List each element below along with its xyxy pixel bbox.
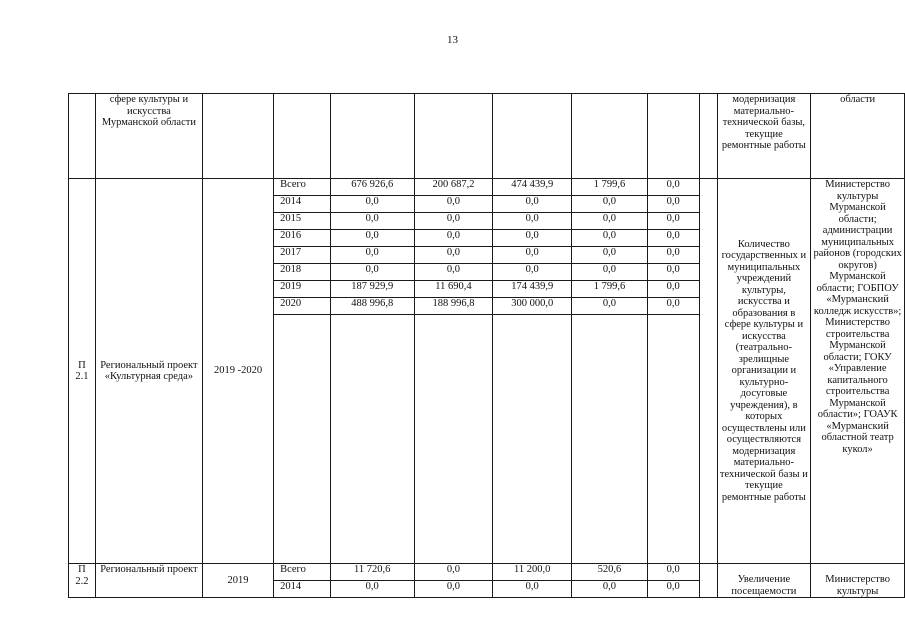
year-cell: 2014 [274,581,331,598]
value-cell: 0,0 [647,213,699,230]
value-cell: 0,0 [647,298,699,315]
value-cell: 11 690,4 [414,281,492,298]
value-cell: 676 926,6 [330,179,414,196]
table-row [69,564,905,581]
item-period: 2019 [202,564,273,598]
cell-value [414,94,492,179]
year-cell: 2019 [274,281,331,298]
value-cell [414,315,492,564]
value-cell: 187 929,9 [330,281,414,298]
value-cell: 0,0 [572,196,647,213]
item-name: Региональный проект «Культурная среда» [95,179,202,564]
value-cell: 11 200,0 [493,564,572,581]
cell-spacer [699,94,717,179]
year-cell: 2016 [274,230,331,247]
item-number: П 2.2 [69,564,96,598]
value-cell: 0,0 [647,564,699,581]
value-cell: 0,0 [493,264,572,281]
cell-spacer [699,179,717,564]
value-cell: 300 000,0 [493,298,572,315]
cell-num [69,94,96,179]
value-cell: 0,0 [647,196,699,213]
value-cell: 0,0 [572,264,647,281]
value-cell: 1 799,6 [572,179,647,196]
value-cell: 0,0 [493,196,572,213]
year-cell: Всего [274,179,331,196]
item-result: Количество государственных и муниципальных учреждений культуры, искусства и образования в сфере культуры и искусства (театрально-зрелищные организации и культурно-досуговые учреждения), в которых осуществлены или осуществляются модернизация материально-технической базы и текущие ремонтные работы [717,179,811,564]
item-period: 2019 -2020 [202,179,273,564]
cell-spacer [699,564,717,598]
value-cell: 520,6 [572,564,647,581]
year-cell: 2014 [274,196,331,213]
value-cell: 0,0 [330,264,414,281]
value-cell: 0,0 [572,247,647,264]
value-cell: 488 996,8 [330,298,414,315]
value-cell: 0,0 [330,247,414,264]
value-cell: 174 439,9 [493,281,572,298]
value-cell: 0,0 [330,581,414,598]
table-row [69,179,905,196]
value-cell [493,315,572,564]
value-cell: 0,0 [572,298,647,315]
item-name: Региональный проект [95,564,202,598]
value-cell: 474 439,9 [493,179,572,196]
item-executor: Министерство культуры Мурманской области; администрации муниципальных районов (городских округов) Мурманской области; ГОБПОУ «Мурманский колледж искусств»; Министерство строительства Мурманской области; ГОКУ «Управление капитального строительства Мурманской области»; ГОАУК «Мурманский областной театр кукол» [811,179,905,564]
value-cell: 11 720,6 [330,564,414,581]
value-cell: 0,0 [647,264,699,281]
year-cell: 2018 [274,264,331,281]
cell-name: сфере культуры и искусства Мурманской области [95,94,202,179]
value-cell: 0,0 [330,230,414,247]
value-cell: 0,0 [330,196,414,213]
year-cell: 2020 [274,298,331,315]
value-cell: 0,0 [493,230,572,247]
value-cell: 0,0 [414,230,492,247]
value-cell: 0,0 [330,213,414,230]
value-cell: 188 996,8 [414,298,492,315]
value-cell: 0,0 [647,581,699,598]
cell-result: модернизация материально-технической базы, текущие ремонтные работы [717,94,811,179]
program-table [68,93,905,598]
year-cell [274,315,331,564]
cell-value [647,94,699,179]
item-number: П 2.1 [69,179,96,564]
value-cell: 0,0 [572,213,647,230]
year-cell: Всего [274,564,331,581]
cell-value [330,94,414,179]
value-cell: 0,0 [493,247,572,264]
value-cell: 0,0 [414,196,492,213]
value-cell: 0,0 [572,581,647,598]
value-cell: 0,0 [647,247,699,264]
value-cell: 1 799,6 [572,281,647,298]
value-cell: 0,0 [572,230,647,247]
value-cell: 0,0 [647,281,699,298]
year-cell: 2017 [274,247,331,264]
cell-period [202,94,273,179]
cell-value [493,94,572,179]
value-cell: 0,0 [414,247,492,264]
value-cell: 0,0 [493,581,572,598]
value-cell: 0,0 [647,179,699,196]
value-cell [330,315,414,564]
value-cell: 200 687,2 [414,179,492,196]
cell-executor: области [811,94,905,179]
value-cell: 0,0 [647,230,699,247]
value-cell: 0,0 [414,264,492,281]
continuation-row [69,94,905,179]
value-cell [647,315,699,564]
item-executor: Министерство культуры [811,564,905,598]
value-cell: 0,0 [414,581,492,598]
value-cell: 0,0 [414,564,492,581]
value-cell [572,315,647,564]
value-cell: 0,0 [414,213,492,230]
cell-year [274,94,331,179]
year-cell: 2015 [274,213,331,230]
value-cell: 0,0 [493,213,572,230]
page-number: 13 [447,34,458,46]
item-result: Увеличение посещаемости [717,564,811,598]
cell-value [572,94,647,179]
